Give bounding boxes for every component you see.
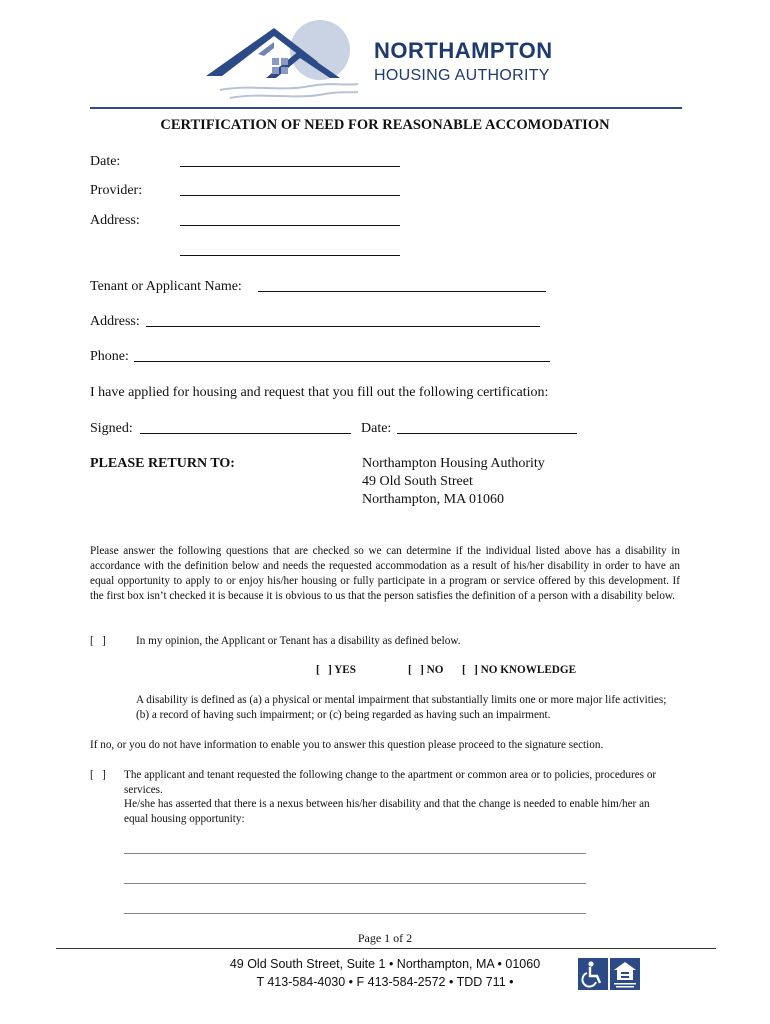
tenant-address-field[interactable] [146,326,540,327]
org-name-line2: HOUSING AUTHORITY [374,67,550,84]
provider-field[interactable] [180,195,400,196]
answer-line-1[interactable]: ____________________________________________________________________________________ [124,843,586,855]
return-address-line3: Northampton, MA 01060 [362,492,504,507]
page-number: Page 1 of 2 [357,931,413,945]
instructions-paragraph: Please answer the following questions that are checked so we can determine if the individual listed above has a disability in accordance with the definition below and needs the requested accommodation as a result of his/her disability in order to have an equal opportunity to apply to or enjoy his/her housing or fully participate in a program or service offered by this development. If the first box isn’t checked it is because it is obvious to us that the person satisfies the definition of a person with a disability below. [90,545,680,602]
q1-option-no-knowledge[interactable]: [ ] NO KNOWLEDGE [462,664,577,676]
provider-address-field-1[interactable] [180,225,400,226]
signed-label: Signed: [90,421,133,436]
housing-authority-logo [200,14,360,102]
provider-address-label: Address: [90,213,140,228]
q2-text-1: The applicant and tenant requested the following change to the apartment or common area or to policies, procedures or services. [124,769,657,796]
tenant-name-label: Tenant or Applicant Name: [90,279,242,294]
request-sentence: I have applied for housing and request that you fill out the following certification: [90,385,549,400]
answer-line-2[interactable]: ____________________________________________________________________________________ [124,873,586,885]
signature-date-label: Date: [361,421,392,436]
phone-field[interactable] [134,361,550,362]
q2-checkbox[interactable]: [ ] [90,769,106,781]
return-to-label: PLEASE RETURN TO: [90,456,235,471]
tenant-name-field[interactable] [258,291,546,292]
return-address-line2: 49 Old South Street [362,474,473,489]
answer-line-3[interactable]: ____________________________________________________________________________________ [124,903,586,915]
q1-checkbox[interactable]: [ ] [90,635,106,647]
footer-phone: T 413-584-4030 • F 413-584-2572 • TDD 711 • [256,975,514,989]
date-field[interactable] [180,166,400,167]
signature-field[interactable] [140,433,351,434]
q1-option-no[interactable]: [ ] NO [408,664,444,676]
provider-label: Provider: [90,183,143,198]
header-rule [90,107,682,109]
accessibility-icon [578,958,608,990]
tenant-address-label: Address: [90,314,140,329]
phone-label: Phone: [90,349,129,364]
signature-date-field[interactable] [397,433,577,434]
q1-option-yes[interactable]: [ ] YES [316,664,356,676]
if-no-note: If no, or you do not have information to enable you to answer this question please proceed to the signature section. [90,739,604,751]
footer-rule [56,948,716,949]
provider-address-field-2[interactable] [180,255,400,256]
equal-housing-icon [610,958,640,990]
org-name-line1: NORTHAMPTON [374,38,553,63]
disability-definition: A disability is defined as (a) a physical or mental impairment that substantially limits one or more major life activities; (b) a record of having such impairment; or (c) being regarded as having such an impairment. [136,694,667,721]
q1-text: In my opinion, the Applicant or Tenant has a disability as defined below. [136,635,461,647]
house-logo-icon [200,14,360,102]
q2-text-2: He/she has asserted that there is a nexus between his/her disability and that the change is needed to enable him/her an equal housing opportunity: [124,798,650,825]
form-title: CERTIFICATION OF NEED FOR REASONABLE ACCOMODATION [160,117,610,133]
date-label: Date: [90,154,121,169]
return-address-line1: Northampton Housing Authority [362,456,545,471]
footer-address: 49 Old South Street, Suite 1 • Northampton, MA • 01060 [229,957,541,971]
